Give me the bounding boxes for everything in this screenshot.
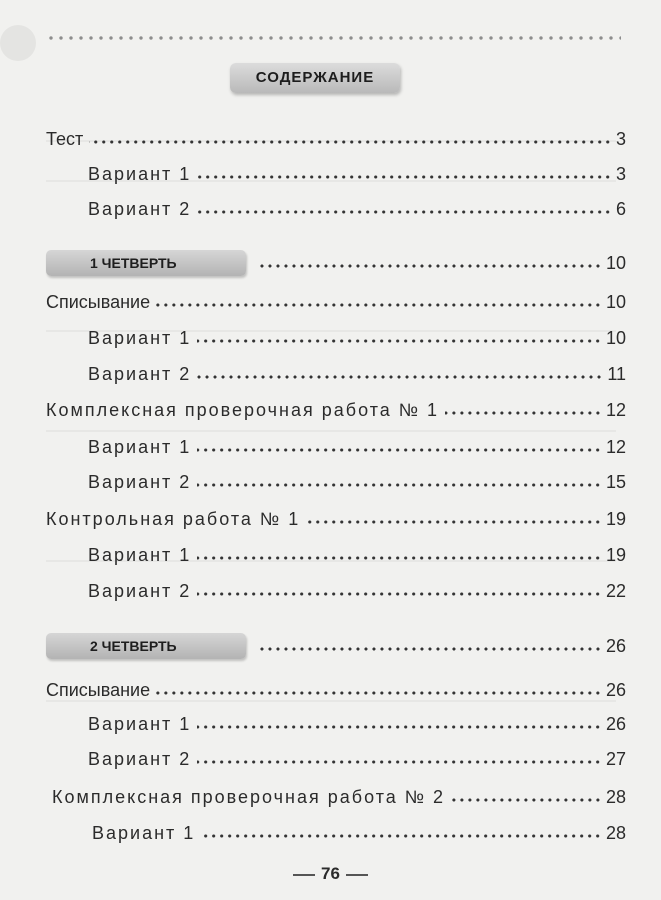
toc-entry[interactable] (88, 194, 626, 220)
toc-entry-page: 12 (605, 400, 626, 420)
toc-entry-page: 28 (605, 823, 626, 843)
toc-entry[interactable] (46, 675, 626, 701)
top-dotted-border (46, 36, 621, 40)
page-footer (0, 864, 661, 884)
quarter-2-badge: 2 ЧЕТВЕРТЬ (46, 633, 246, 659)
toc-entry-label: Вариант 1 (88, 164, 192, 184)
page-number: 76 (321, 864, 340, 883)
toc-entry-label: Комплексная проверочная работа № 1 (46, 400, 440, 420)
toc-entry-label: Вариант 1 (88, 437, 192, 457)
contents-heading: СОДЕРЖАНИЕ (230, 63, 400, 93)
toc-entry[interactable] (46, 504, 626, 530)
toc-entry-label: Списывание (46, 680, 151, 700)
toc-entry[interactable] (88, 323, 626, 349)
toc-entry-label: Вариант 2 (88, 364, 192, 384)
toc-entry-page: 15 (605, 472, 626, 492)
toc-leader-dots (445, 410, 602, 416)
toc-entry[interactable] (88, 359, 626, 385)
toc-leader-dots (256, 646, 602, 652)
toc-entry-page: 11 (607, 364, 626, 384)
toc-entry-page: 6 (615, 199, 626, 219)
toc-entry-page: 26 (605, 680, 626, 700)
toc-entry-page: 22 (605, 581, 626, 601)
toc-entry-page: 26 (605, 636, 626, 656)
toc-entry-page: 26 (605, 714, 626, 734)
toc-entry-label: Вариант 1 (88, 328, 192, 348)
toc-entry-label: Вариант 2 (88, 472, 192, 492)
toc-leader-dots (197, 447, 602, 453)
toc-entry-page: 10 (605, 292, 626, 312)
toc-leader-dots (156, 302, 602, 308)
toc-entry-label: Вариант 1 (92, 823, 196, 843)
toc-leader-dots (197, 724, 602, 730)
toc-entry-page: 10 (605, 253, 626, 273)
toc-leader-dots (197, 338, 602, 344)
toc-entry-page: 12 (605, 437, 626, 457)
toc-entry[interactable] (88, 709, 626, 735)
toc-entry-label: Вариант 2 (88, 199, 192, 219)
toc-leader-dots (256, 263, 602, 269)
toc-leader-dots (306, 519, 602, 525)
toc-entry[interactable] (88, 432, 626, 458)
toc-entry-label: Списывание (46, 292, 151, 312)
toc-entry[interactable] (88, 576, 626, 602)
toc-leader-dots (156, 690, 602, 696)
toc-leader-dots (201, 833, 602, 839)
toc-entry[interactable] (88, 744, 626, 770)
toc-entry-page: 10 (605, 328, 626, 348)
footer-dash (293, 874, 315, 876)
toc-entry-label: Контрольная работа № 1 (46, 509, 301, 529)
page-corner-mark (0, 25, 36, 61)
toc-entry[interactable] (92, 818, 626, 844)
toc-entry-page: 27 (605, 749, 626, 769)
toc-entry[interactable] (52, 782, 626, 808)
toc-entry[interactable] (250, 631, 626, 657)
toc-entry-label: Вариант 1 (88, 545, 192, 565)
toc-leader-dots (197, 374, 603, 380)
toc-entry[interactable] (46, 395, 626, 421)
toc-leader-dots (197, 482, 602, 488)
toc-entry[interactable] (88, 159, 626, 185)
toc-entry-label: Вариант 2 (88, 581, 192, 601)
toc-entry-label: Вариант 1 (88, 714, 192, 734)
toc-entry-page: 19 (605, 509, 626, 529)
footer-dash (346, 874, 368, 876)
toc-leader-dots (197, 209, 612, 215)
toc-entry[interactable] (46, 124, 626, 150)
toc-leader-dots (89, 139, 612, 145)
toc-entry[interactable] (46, 287, 626, 313)
toc-leader-dots (197, 555, 602, 561)
toc-leader-dots (197, 174, 612, 180)
toc-leader-dots (197, 591, 602, 597)
toc-entry[interactable] (250, 248, 626, 274)
toc-leader-dots (197, 759, 602, 765)
toc-entry-page: 3 (615, 164, 626, 184)
toc-entry-page: 3 (615, 129, 626, 149)
toc-entry-label: Комплексная проверочная работа № 2 (52, 787, 446, 807)
quarter-1-badge: 1 ЧЕТВЕРТЬ (46, 250, 246, 276)
toc-entry[interactable] (88, 540, 626, 566)
toc-entry-label: Вариант 2 (88, 749, 192, 769)
toc-entry-label: Тест (46, 129, 84, 149)
toc-entry-page: 28 (605, 787, 626, 807)
toc-entry[interactable] (88, 467, 626, 493)
toc-entry-page: 19 (605, 545, 626, 565)
toc-leader-dots (451, 797, 602, 803)
